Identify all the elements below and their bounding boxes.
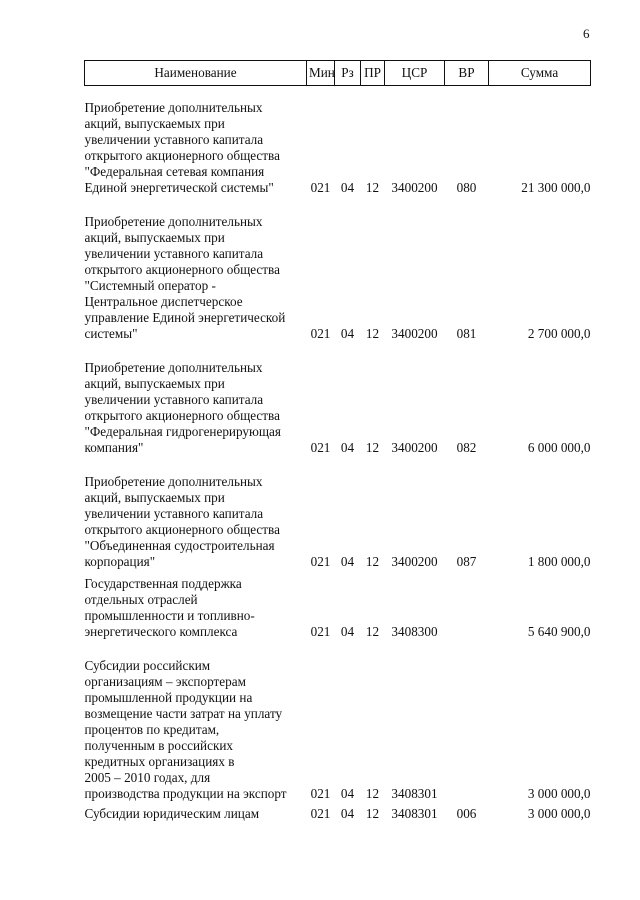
row-name-line: увеличении уставного капитала (84, 506, 264, 521)
row-csr: 3408301 (391, 786, 438, 801)
row-name-line: "Системный оператор - (84, 278, 216, 293)
budget-table (84, 60, 591, 822)
row-vr: 082 (456, 440, 477, 455)
row-name-line: акций, выпускаемых при (84, 116, 225, 131)
header-csr: ЦСР (385, 61, 445, 86)
row-name-line: открытого акционерного общества (84, 262, 280, 277)
row-name-line: 2005 – 2010 годах, для (84, 770, 211, 785)
table-row (85, 86, 591, 197)
row-min: 021 (310, 180, 331, 195)
row-name-line: процентов по кредитам, (84, 722, 220, 737)
row-name-line: Субсидии российским (84, 658, 211, 673)
row-pr: 12 (365, 786, 380, 801)
row-vr: 080 (456, 180, 477, 195)
row-name-line: увеличении уставного капитала (84, 246, 264, 261)
row-name (85, 640, 307, 802)
row-name (85, 342, 307, 456)
row-name-line: Приобретение дополнительных (84, 360, 263, 375)
header-sum: Сумма (489, 61, 591, 86)
row-rz: 04 (340, 554, 355, 569)
header-vr: ВР (445, 61, 489, 86)
row-name-line: системы" (84, 326, 138, 341)
row-name-line: увеличении уставного капитала (84, 132, 264, 147)
row-name-line: "Федеральная гидрогенерирующая (84, 424, 281, 439)
row-sum: 5 640 900,0 (527, 624, 591, 639)
row-name-line: производства продукции на экспорт (84, 786, 287, 801)
row-pr: 12 (365, 180, 380, 195)
row-name-line: "Объединенная судостроительная (84, 538, 275, 553)
header-name: Наименование (85, 61, 307, 86)
row-sum: 2 700 000,0 (527, 326, 591, 341)
table-header-row (85, 61, 591, 86)
row-name-line: компания" (84, 440, 144, 455)
row-name-line: управление Единой энергетической (84, 310, 286, 325)
table-row (85, 640, 591, 802)
row-min: 021 (310, 786, 331, 801)
row-name (85, 196, 307, 342)
header-pr: ПР (361, 61, 385, 86)
row-name (85, 86, 307, 197)
row-min: 021 (310, 326, 331, 341)
row-name-line: Приобретение дополнительных (84, 474, 263, 489)
row-csr: 3400200 (391, 440, 438, 455)
row-csr: 3400200 (391, 554, 438, 569)
row-sum: 3 000 000,0 (527, 806, 591, 821)
table-row (85, 570, 591, 640)
row-name (85, 456, 307, 570)
row-csr: 3400200 (391, 180, 438, 195)
row-vr (445, 640, 489, 802)
row-name-line: возмещение части затрат на уплату (84, 706, 283, 721)
row-name-line: акций, выпускаемых при (84, 490, 225, 505)
row-min: 021 (310, 554, 331, 569)
row-name-line: отдельных отраслей (84, 592, 198, 607)
row-name-line: Единой энергетической системы" (84, 180, 274, 195)
row-vr: 006 (456, 806, 477, 821)
row-name-line: Приобретение дополнительных (84, 100, 263, 115)
row-rz: 04 (340, 786, 355, 801)
row-min: 021 (310, 624, 331, 639)
row-pr: 12 (365, 554, 380, 569)
row-name-line: увеличении уставного капитала (84, 392, 264, 407)
row-rz: 04 (340, 326, 355, 341)
table-body (85, 86, 591, 823)
row-name-line: энергетического комплекса (84, 624, 238, 639)
row-min: 021 (310, 806, 331, 821)
row-name-line: Приобретение дополнительных (84, 214, 263, 229)
table-row (85, 196, 591, 342)
row-name-line: Центральное диспетчерское (84, 294, 243, 309)
row-name-line: Государственная поддержка (84, 576, 242, 591)
table-row (85, 342, 591, 456)
row-name-line: Субсидии юридическим лицам (84, 806, 260, 821)
row-name-line: акций, выпускаемых при (84, 230, 225, 245)
row-pr: 12 (365, 326, 380, 341)
row-rz: 04 (340, 180, 355, 195)
row-csr: 3400200 (391, 326, 438, 341)
table-row (85, 802, 591, 822)
row-name-line: "Федеральная сетевая компания (84, 164, 265, 179)
row-csr: 3408301 (391, 806, 438, 821)
row-name-line: организациям – экспортерам (84, 674, 246, 689)
row-name-line: открытого акционерного общества (84, 522, 280, 537)
row-name (85, 570, 307, 640)
row-vr (445, 570, 489, 640)
row-pr: 12 (365, 624, 380, 639)
row-name-line: корпорация" (84, 554, 156, 569)
row-rz: 04 (340, 624, 355, 639)
row-pr: 12 (365, 806, 380, 821)
row-min: 021 (310, 440, 331, 455)
page-number: 6 (583, 26, 590, 41)
row-name-line: кредитных организациях в (84, 754, 235, 769)
row-csr: 3408300 (391, 624, 438, 639)
table-row (85, 456, 591, 570)
row-sum: 21 300 000,0 (521, 180, 591, 195)
row-pr: 12 (365, 440, 380, 455)
row-name-line: открытого акционерного общества (84, 408, 280, 423)
row-sum: 3 000 000,0 (527, 786, 591, 801)
row-name-line: открытого акционерного общества (84, 148, 280, 163)
row-vr: 087 (456, 554, 477, 569)
row-name (85, 802, 307, 822)
row-rz: 04 (340, 440, 355, 455)
row-name-line: промышленной продукции на (84, 690, 253, 705)
row-sum: 1 800 000,0 (527, 554, 591, 569)
row-sum: 6 000 000,0 (527, 440, 591, 455)
row-rz: 04 (340, 806, 355, 821)
row-name-line: полученным в российских (84, 738, 234, 753)
header-rz: Рз (335, 61, 361, 86)
row-vr: 081 (456, 326, 477, 341)
header-min: Мин (307, 61, 335, 86)
row-name-line: акций, выпускаемых при (84, 376, 225, 391)
row-name-line: промышленности и топливно- (84, 608, 255, 623)
